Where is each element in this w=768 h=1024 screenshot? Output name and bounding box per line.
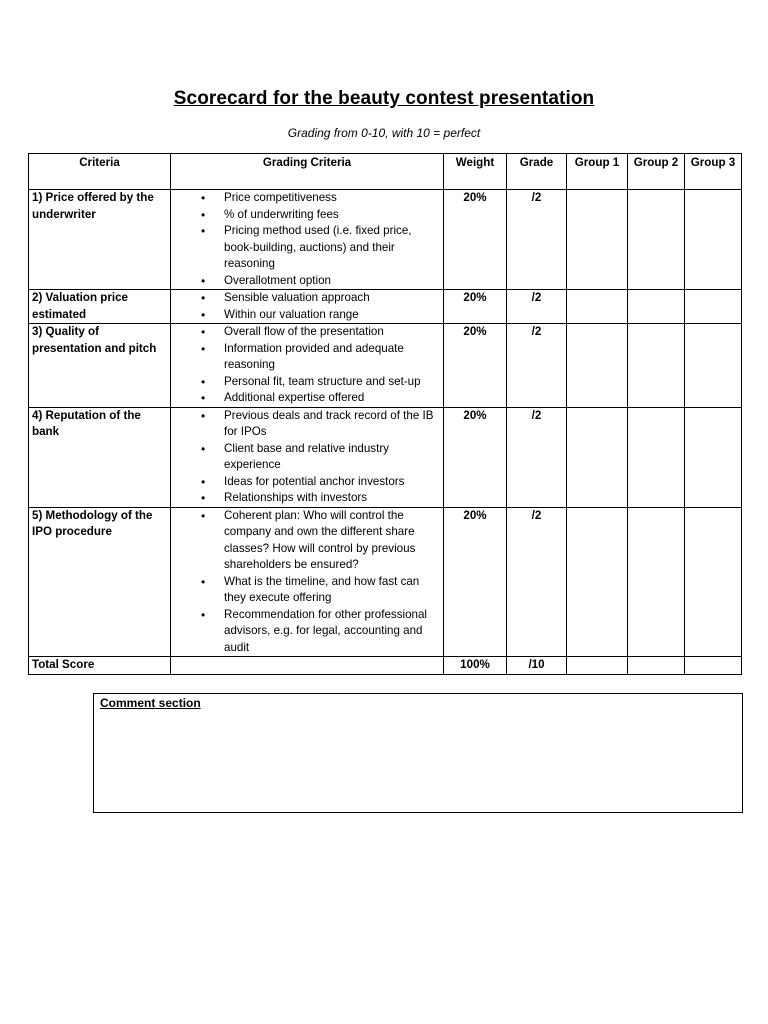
comment-section-label: Comment section	[100, 696, 201, 710]
list-item: • Ideas for potential anchor investors	[174, 474, 440, 491]
grade-cell: /2	[507, 190, 567, 290]
group-1-total-cell[interactable]	[567, 657, 628, 675]
list-item: • What is the timeline, and how fast can they execute offering	[174, 574, 440, 607]
weight-cell: 20%	[444, 190, 507, 290]
grade-cell: /2	[507, 290, 567, 324]
grading-criteria-cell	[171, 407, 444, 507]
list-item: • Coherent plan: Who will control the company and own the different share classes? How will control by previous shareholders be ensured?	[174, 508, 440, 574]
list-item: • Previous deals and track record of the IB for IPOs	[174, 408, 440, 441]
group-2-score-cell[interactable]	[628, 190, 685, 290]
total-grade: /10	[507, 657, 567, 675]
group-1-score-cell[interactable]	[567, 190, 628, 290]
group-2-score-cell[interactable]	[628, 507, 685, 657]
group-1-score-cell[interactable]	[567, 324, 628, 408]
total-grading-criteria-cell	[171, 657, 444, 675]
group-3-score-cell[interactable]	[685, 507, 742, 657]
header-grading-criteria: Grading Criteria	[171, 154, 444, 190]
list-item: • Client base and relative industry experience	[174, 441, 440, 474]
criteria-cell: 3) Quality of presentation and pitch	[29, 324, 171, 408]
group-2-score-cell[interactable]	[628, 324, 685, 408]
header-group-2: Group 2	[628, 154, 685, 190]
list-item: • Price competitiveness	[174, 190, 440, 207]
list-item: • Relationships with investors	[174, 490, 440, 507]
total-label: Total Score	[29, 657, 171, 675]
grading-criteria-cell	[171, 190, 444, 290]
bullet-list	[174, 508, 440, 657]
grade-cell: /2	[507, 324, 567, 408]
list-item: • Personal fit, team structure and set-up	[174, 374, 440, 391]
list-item: • Information provided and adequate reasoning	[174, 341, 440, 374]
list-item: • Overallotment option	[174, 273, 440, 290]
list-item: • Pricing method used (i.e. fixed price, book-building, auctions) and their reasoning	[174, 223, 440, 273]
header-grade: Grade	[507, 154, 567, 190]
grading-criteria-cell	[171, 507, 444, 657]
weight-cell: 20%	[444, 324, 507, 408]
group-2-score-cell[interactable]	[628, 407, 685, 507]
comment-section[interactable]	[93, 693, 743, 813]
list-item: • Recommendation for other professional advisors, e.g. for legal, accounting and audit	[174, 607, 440, 657]
list-item: • Additional expertise offered	[174, 390, 440, 407]
group-2-score-cell[interactable]	[628, 290, 685, 324]
criteria-cell: 4) Reputation of the bank	[29, 407, 171, 507]
weight-cell: 20%	[444, 290, 507, 324]
scorecard-table	[28, 153, 742, 675]
grading-criteria-cell	[171, 290, 444, 324]
table-row	[29, 407, 742, 507]
group-3-total-cell[interactable]	[685, 657, 742, 675]
header-criteria: Criteria	[29, 154, 171, 190]
total-row	[29, 657, 742, 675]
group-1-score-cell[interactable]	[567, 507, 628, 657]
list-item: • % of underwriting fees	[174, 207, 440, 224]
bullet-list	[174, 190, 440, 289]
weight-cell: 20%	[444, 407, 507, 507]
criteria-cell: 1) Price offered by the underwriter	[29, 190, 171, 290]
criteria-cell: 5) Methodology of the IPO procedure	[29, 507, 171, 657]
criteria-cell: 2) Valuation price estimated	[29, 290, 171, 324]
group-1-score-cell[interactable]	[567, 290, 628, 324]
group-2-total-cell[interactable]	[628, 657, 685, 675]
list-item: • Overall flow of the presentation	[174, 324, 440, 341]
grade-cell: /2	[507, 507, 567, 657]
group-1-score-cell[interactable]	[567, 407, 628, 507]
group-3-score-cell[interactable]	[685, 190, 742, 290]
bullet-list	[174, 324, 440, 407]
header-group-1: Group 1	[567, 154, 628, 190]
table-row	[29, 507, 742, 657]
group-3-score-cell[interactable]	[685, 324, 742, 408]
weight-cell: 20%	[444, 507, 507, 657]
list-item: • Within our valuation range	[174, 307, 440, 324]
list-item: • Sensible valuation approach	[174, 290, 440, 307]
table-row	[29, 290, 742, 324]
header-weight: Weight	[444, 154, 507, 190]
table-row	[29, 324, 742, 408]
header-group-3: Group 3	[685, 154, 742, 190]
bullet-list	[174, 290, 440, 323]
grading-criteria-cell	[171, 324, 444, 408]
group-3-score-cell[interactable]	[685, 407, 742, 507]
page-title: Scorecard for the beauty contest presentation	[173, 88, 595, 109]
table-row	[29, 190, 742, 290]
group-3-score-cell[interactable]	[685, 290, 742, 324]
grading-scale-note: Grading from 0-10, with 10 = perfect	[287, 126, 481, 140]
grade-cell: /2	[507, 407, 567, 507]
total-weight: 100%	[444, 657, 507, 675]
bullet-list	[174, 408, 440, 507]
header-row	[29, 154, 742, 190]
